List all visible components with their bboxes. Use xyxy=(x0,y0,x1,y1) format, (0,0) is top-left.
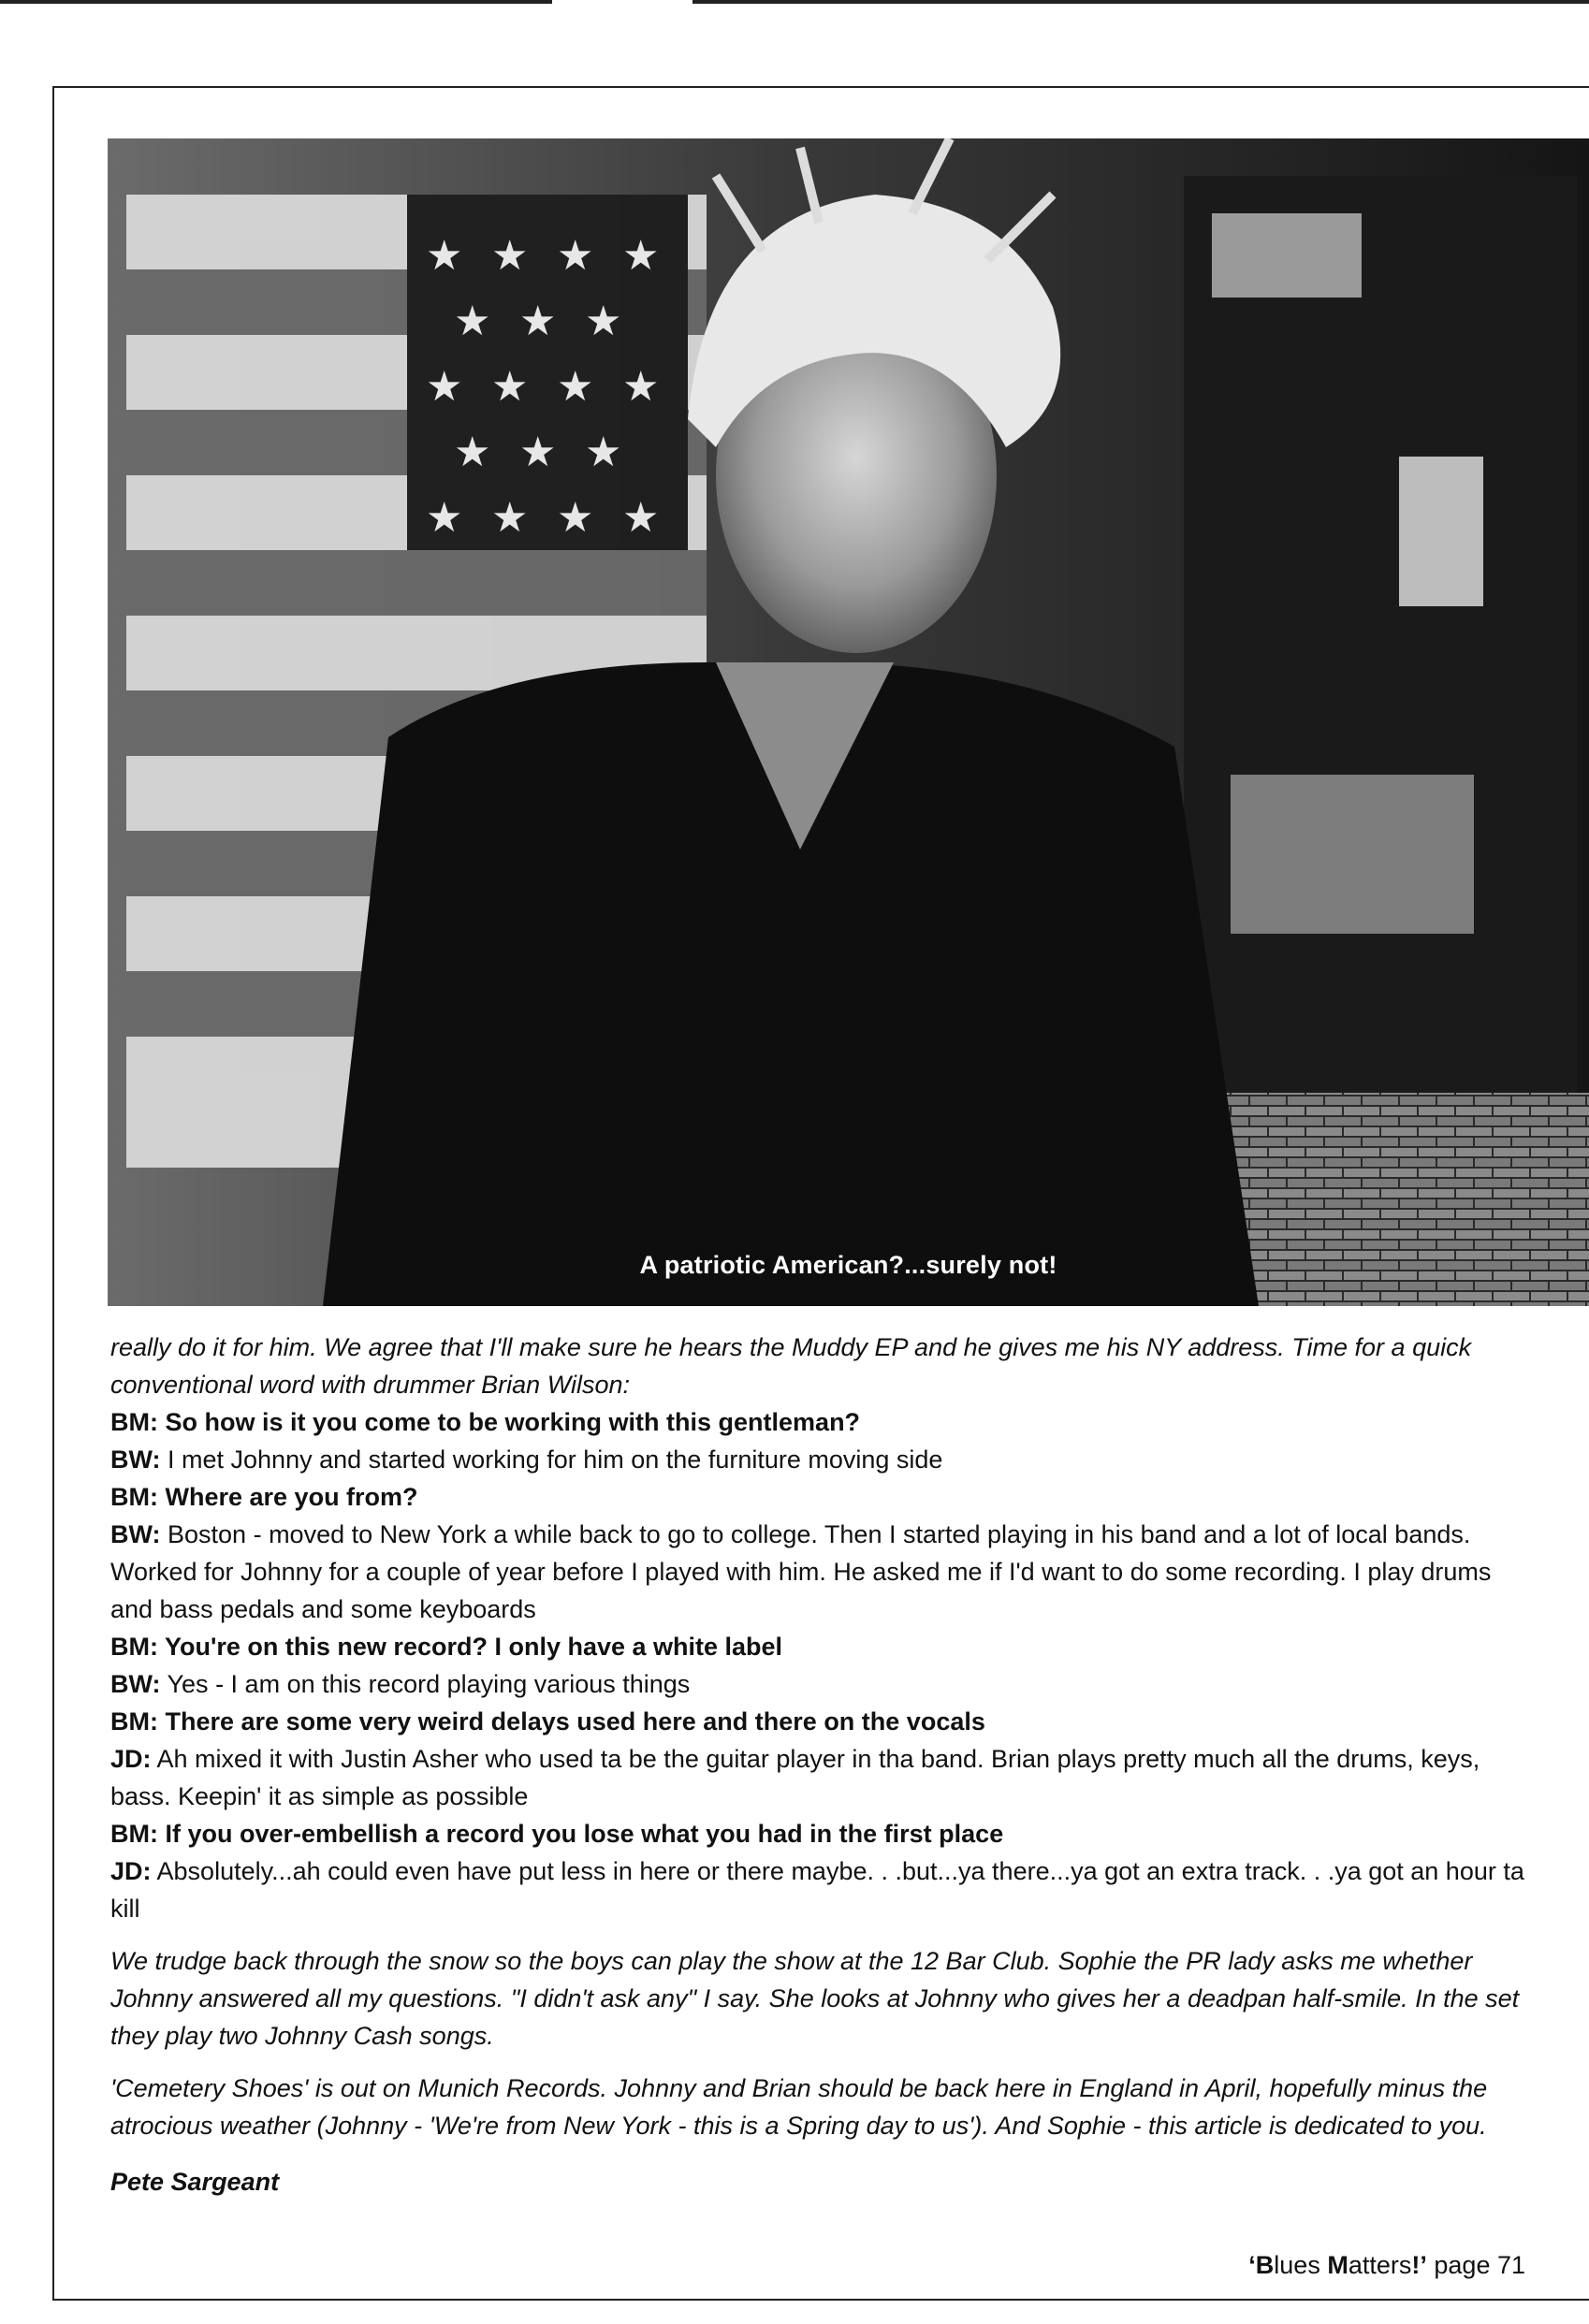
svg-text:★: ★ xyxy=(454,428,491,476)
footer-mag-lues: lues xyxy=(1274,2251,1328,2279)
svg-text:★: ★ xyxy=(491,232,529,280)
svg-text:★: ★ xyxy=(585,428,622,476)
svg-text:★: ★ xyxy=(557,494,594,542)
footer-mag-b: B xyxy=(1255,2251,1275,2279)
page-footer xyxy=(1248,2251,1525,2280)
svg-text:★: ★ xyxy=(491,363,529,411)
author-byline: Pete Sargeant xyxy=(110,2168,280,2196)
closing-paragraph-2: 'Cemetery Shoes' is out on Munich Records. Johnny and Brian should be back here in England in April, hopefully minus the atrocious weather (Johnny - 'We're from New York - this is a Spring day to us'). And Sophie - this article is dedicated to you. xyxy=(110,2074,1488,2140)
svg-text:★: ★ xyxy=(519,298,557,345)
footer-mag-bang: ! xyxy=(1411,2251,1421,2279)
footer-open-quote: ‘ xyxy=(1248,2251,1256,2279)
svg-text:★: ★ xyxy=(491,494,529,542)
footer-mag-atters: atters xyxy=(1348,2251,1412,2279)
photo-illustration xyxy=(108,138,1589,1306)
interview-line-2: BW: I met Johnny and started working for him on the furniture moving side xyxy=(110,1445,943,1474)
svg-text:★: ★ xyxy=(519,428,557,476)
svg-text:★: ★ xyxy=(426,363,463,411)
svg-text:★: ★ xyxy=(622,232,660,280)
top-rule-gap xyxy=(552,0,692,4)
interview-line-5: BM: You're on this new record? I only have a white label xyxy=(110,1633,783,1661)
interview-line-8: JD: Ah mixed it with Justin Asher who used ta be the guitar player in tha band. Brian plays pretty much all the drums, keys, bass. Keepin' it as simple as possible xyxy=(110,1745,1480,1810)
photo-caption: A patriotic American?...surely not! xyxy=(639,1251,1057,1279)
interview-line-7: BM: There are some very weird delays used here and there on the vocals xyxy=(110,1707,985,1736)
intro-paragraph: really do it for him. We agree that I'll make sure he hears the Muddy EP and he gives me his NY address. Time for a quick conventional word with drummer Brian Wilson: xyxy=(110,1333,1472,1399)
article-body xyxy=(110,1329,1533,2201)
svg-text:★: ★ xyxy=(454,298,491,345)
svg-text:★: ★ xyxy=(557,363,594,411)
footer-page-number: page 71 xyxy=(1426,2251,1525,2279)
interview-line-6: BW: Yes - I am on this record playing various things xyxy=(110,1670,691,1698)
svg-text:★: ★ xyxy=(622,494,660,542)
interview-line-3: BM: Where are you from? xyxy=(110,1483,418,1511)
svg-text:★: ★ xyxy=(557,232,594,280)
top-rule xyxy=(0,0,1589,4)
interview-line-9: BM: If you over-embellish a record you lose what you had in the first place xyxy=(110,1820,1004,1848)
svg-text:★: ★ xyxy=(426,232,463,280)
interview-line-4: BW: Boston - moved to New York a while back to go to college. Then I started playing in his band and a lot of local bands. Worked for Johnny for a couple of year before I played with him. He asked me if I'd want to do some recording. I play drums and bass pedals and some keyboards xyxy=(110,1520,1492,1623)
footer-close-quote: ’ xyxy=(1420,2251,1427,2279)
article-photo xyxy=(108,138,1589,1306)
footer-mag-m: M xyxy=(1327,2251,1348,2279)
svg-text:★: ★ xyxy=(426,494,463,542)
svg-text:★: ★ xyxy=(585,298,622,345)
interview-line-1: BM: So how is it you come to be working with this gentleman? xyxy=(110,1408,861,1436)
interview-line-10: JD: Absolutely...ah could even have put less in here or there maybe. . .but...ya there...ya got an extra track. . .ya got an hour ta kill xyxy=(110,1857,1524,1923)
svg-text:★: ★ xyxy=(622,363,660,411)
closing-paragraph-1: We trudge back through the snow so the boys can play the show at the 12 Bar Club. Sophie the PR lady asks me whether Johnny answered all my questions. "I didn't ask any" I say. She looks at Johnny who gives her a deadpan half-smile. In the set they play two Johnny Cash songs. xyxy=(110,1947,1520,2050)
